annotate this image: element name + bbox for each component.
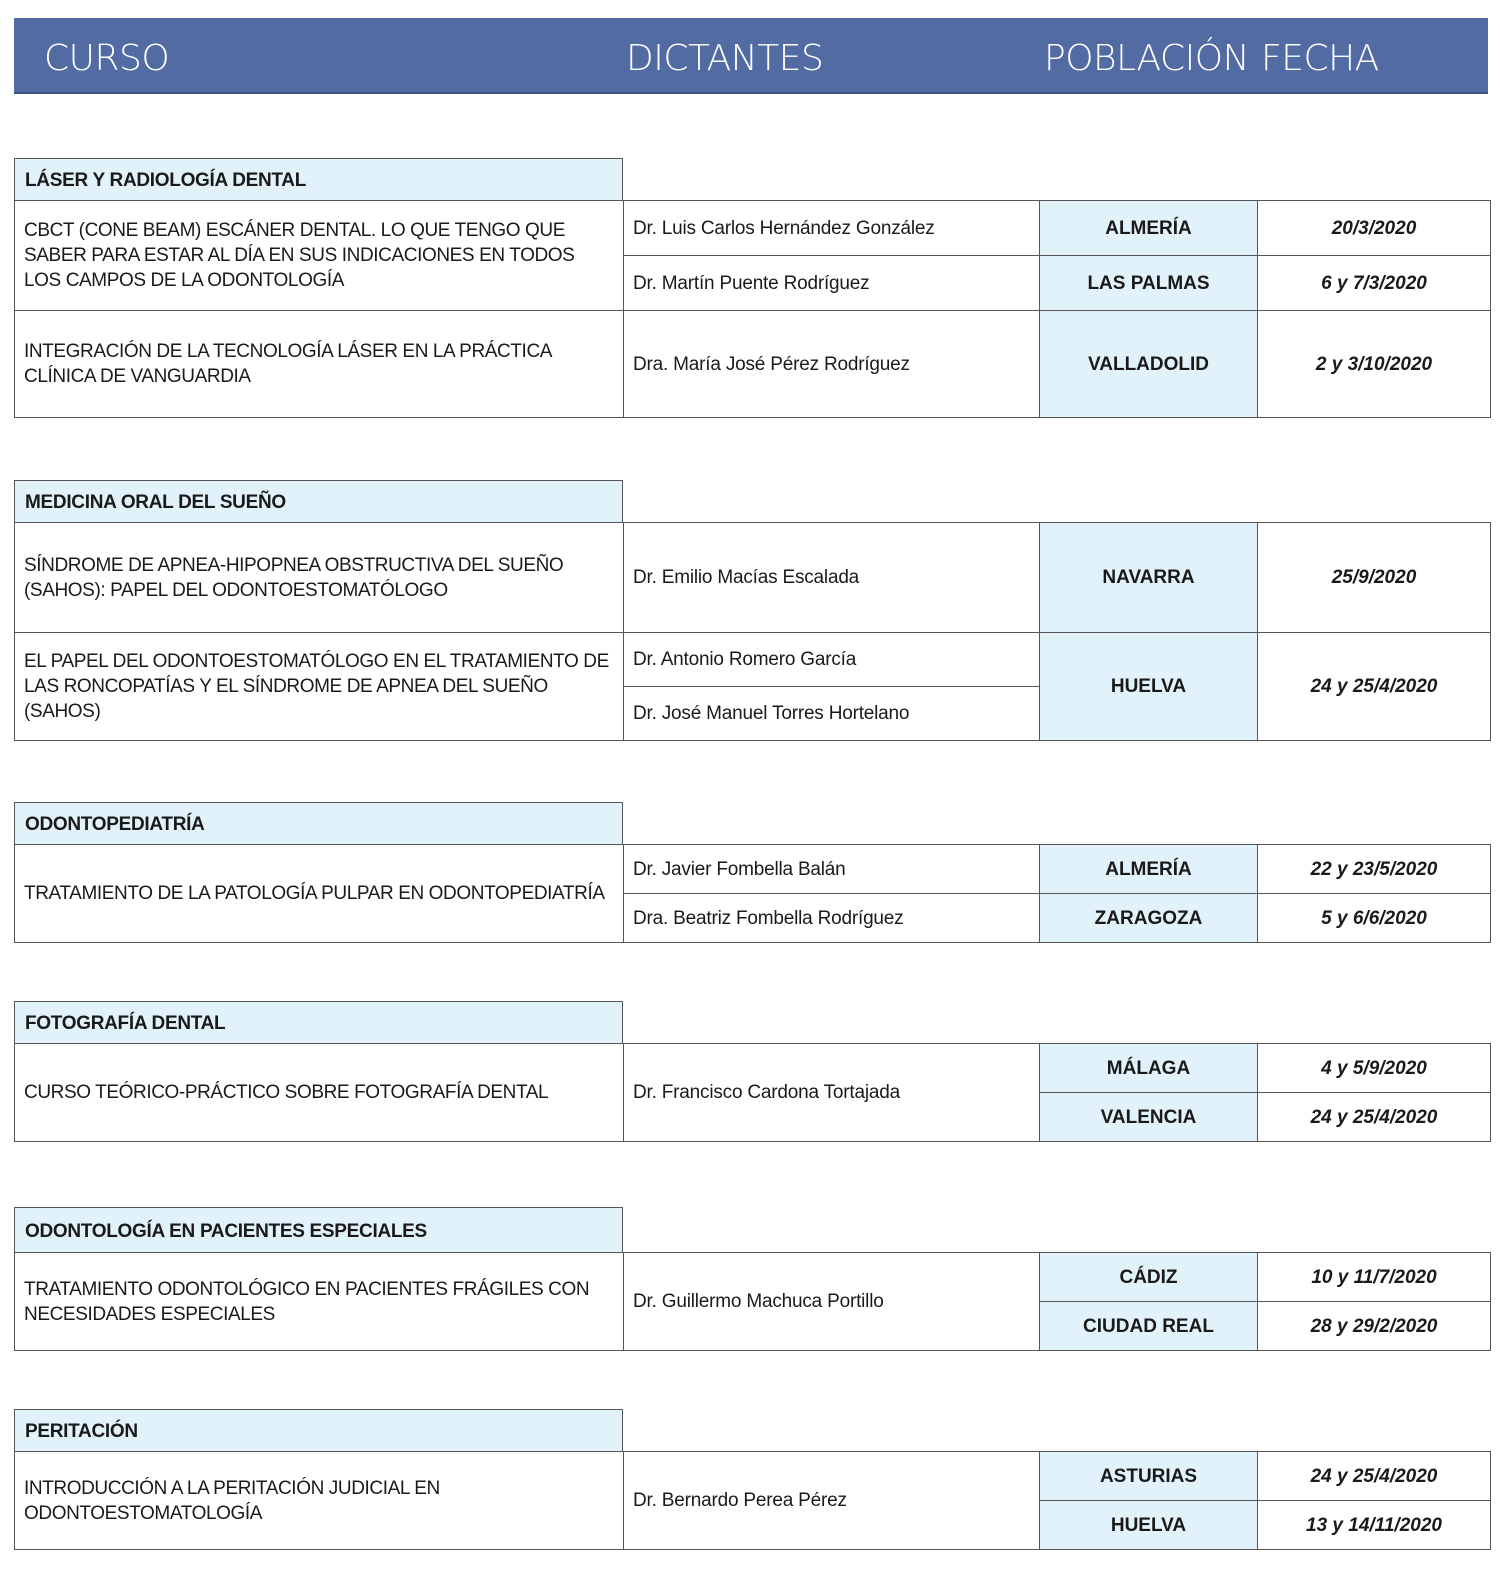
city: MÁLAGA: [1040, 1044, 1258, 1093]
speaker: Dr. Guillermo Machuca Portillo: [624, 1253, 1040, 1351]
header-poblacion: POBLACIÓN: [1044, 38, 1250, 79]
category-title: MEDICINA ORAL DEL SUEÑO: [14, 480, 623, 522]
course-title: TRATAMIENTO ODONTOLÓGICO EN PACIENTES FRÁGILES CON NECESIDADES ESPECIALES: [15, 1253, 624, 1351]
speaker: Dr. Martín Puente Rodríguez: [624, 256, 1040, 311]
header-dictantes: DICTANTES: [626, 38, 824, 79]
date: 2 y 3/10/2020: [1258, 311, 1491, 418]
course-title: CBCT (CONE BEAM) ESCÁNER DENTAL. LO QUE TENGO QUE SABER PARA ESTAR AL DÍA EN SUS INDICACIONES EN TODOS LOS CAMPOS DE LA ODONTOLOGÍA: [15, 201, 624, 311]
city: ALMERÍA: [1040, 201, 1258, 256]
speaker: Dr. Francisco Cardona Tortajada: [624, 1044, 1040, 1142]
date: 5 y 6/6/2020: [1258, 894, 1491, 943]
category-title: LÁSER Y RADIOLOGÍA DENTAL: [14, 158, 623, 200]
date: 24 y 25/4/2020: [1258, 633, 1491, 741]
city: HUELVA: [1040, 633, 1258, 741]
speaker: Dr. José Manuel Torres Hortelano: [624, 687, 1040, 741]
city: VALENCIA: [1040, 1093, 1258, 1142]
date: 25/9/2020: [1258, 523, 1491, 633]
table-row: [15, 1253, 1491, 1302]
speaker: Dra. María José Pérez Rodríguez: [624, 311, 1040, 418]
header-curso: CURSO: [44, 38, 170, 79]
table-header: [14, 18, 1488, 94]
city: HUELVA: [1040, 1501, 1258, 1550]
course-table: [14, 200, 1491, 418]
header-fecha: FECHA: [1261, 38, 1379, 79]
category-title: ODONTOPEDIATRÍA: [14, 802, 623, 844]
table-row: [15, 1044, 1491, 1093]
date: 20/3/2020: [1258, 201, 1491, 256]
category-title: PERITACIÓN: [14, 1409, 623, 1451]
city: NAVARRA: [1040, 523, 1258, 633]
date: 10 y 11/7/2020: [1258, 1253, 1491, 1302]
city: LAS PALMAS: [1040, 256, 1258, 311]
table-row: [15, 523, 1491, 633]
date: 6 y 7/3/2020: [1258, 256, 1491, 311]
speaker: Dr. Bernardo Perea Pérez: [624, 1452, 1040, 1550]
city: ASTURIAS: [1040, 1452, 1258, 1501]
course-table: [14, 844, 1491, 943]
category-title: FOTOGRAFÍA DENTAL: [14, 1001, 623, 1043]
date: 13 y 14/11/2020: [1258, 1501, 1491, 1550]
course-title: CURSO TEÓRICO-PRÁCTICO SOBRE FOTOGRAFÍA DENTAL: [15, 1044, 624, 1142]
table-row: [15, 1452, 1491, 1501]
course-table: [14, 1252, 1491, 1351]
category-title: ODONTOLOGÍA EN PACIENTES ESPECIALES: [14, 1207, 623, 1252]
table-row: [15, 311, 1491, 418]
table-row: [15, 845, 1491, 894]
speaker: Dr. Antonio Romero García: [624, 633, 1040, 687]
city: VALLADOLID: [1040, 311, 1258, 418]
table-row: [15, 201, 1491, 256]
course-table: [14, 1043, 1491, 1142]
city: ZARAGOZA: [1040, 894, 1258, 943]
course-title: SÍNDROME DE APNEA-HIPOPNEA OBSTRUCTIVA DEL SUEÑO (SAHOS): PAPEL DEL ODONTOESTOMATÓLOGO: [15, 523, 624, 633]
city: CÁDIZ: [1040, 1253, 1258, 1302]
city: ALMERÍA: [1040, 845, 1258, 894]
date: 22 y 23/5/2020: [1258, 845, 1491, 894]
date: 24 y 25/4/2020: [1258, 1093, 1491, 1142]
city: CIUDAD REAL: [1040, 1302, 1258, 1351]
table-row: [15, 633, 1491, 687]
speaker: Dr. Javier Fombella Balán: [624, 845, 1040, 894]
date: 28 y 29/2/2020: [1258, 1302, 1491, 1351]
course-table: [14, 1451, 1491, 1550]
course-title: INTEGRACIÓN DE LA TECNOLOGÍA LÁSER EN LA PRÁCTICA CLÍNICA DE VANGUARDIA: [15, 311, 624, 418]
course-title: EL PAPEL DEL ODONTOESTOMATÓLOGO EN EL TRATAMIENTO DE LAS RONCOPATÍAS Y EL SÍNDROME DE APNEA DEL SUEÑO (SAHOS): [15, 633, 624, 741]
course-title: INTRODUCCIÓN A LA PERITACIÓN JUDICIAL EN ODONTOESTOMATOLOGÍA: [15, 1452, 624, 1550]
speaker: Dr. Luis Carlos Hernández González: [624, 201, 1040, 256]
speaker: Dr. Emilio Macías Escalada: [624, 523, 1040, 633]
course-title: TRATAMIENTO DE LA PATOLOGÍA PULPAR EN ODONTOPEDIATRÍA: [15, 845, 624, 943]
speaker: Dra. Beatriz Fombella Rodríguez: [624, 894, 1040, 943]
course-table: [14, 522, 1491, 741]
date: 4 y 5/9/2020: [1258, 1044, 1491, 1093]
date: 24 y 25/4/2020: [1258, 1452, 1491, 1501]
